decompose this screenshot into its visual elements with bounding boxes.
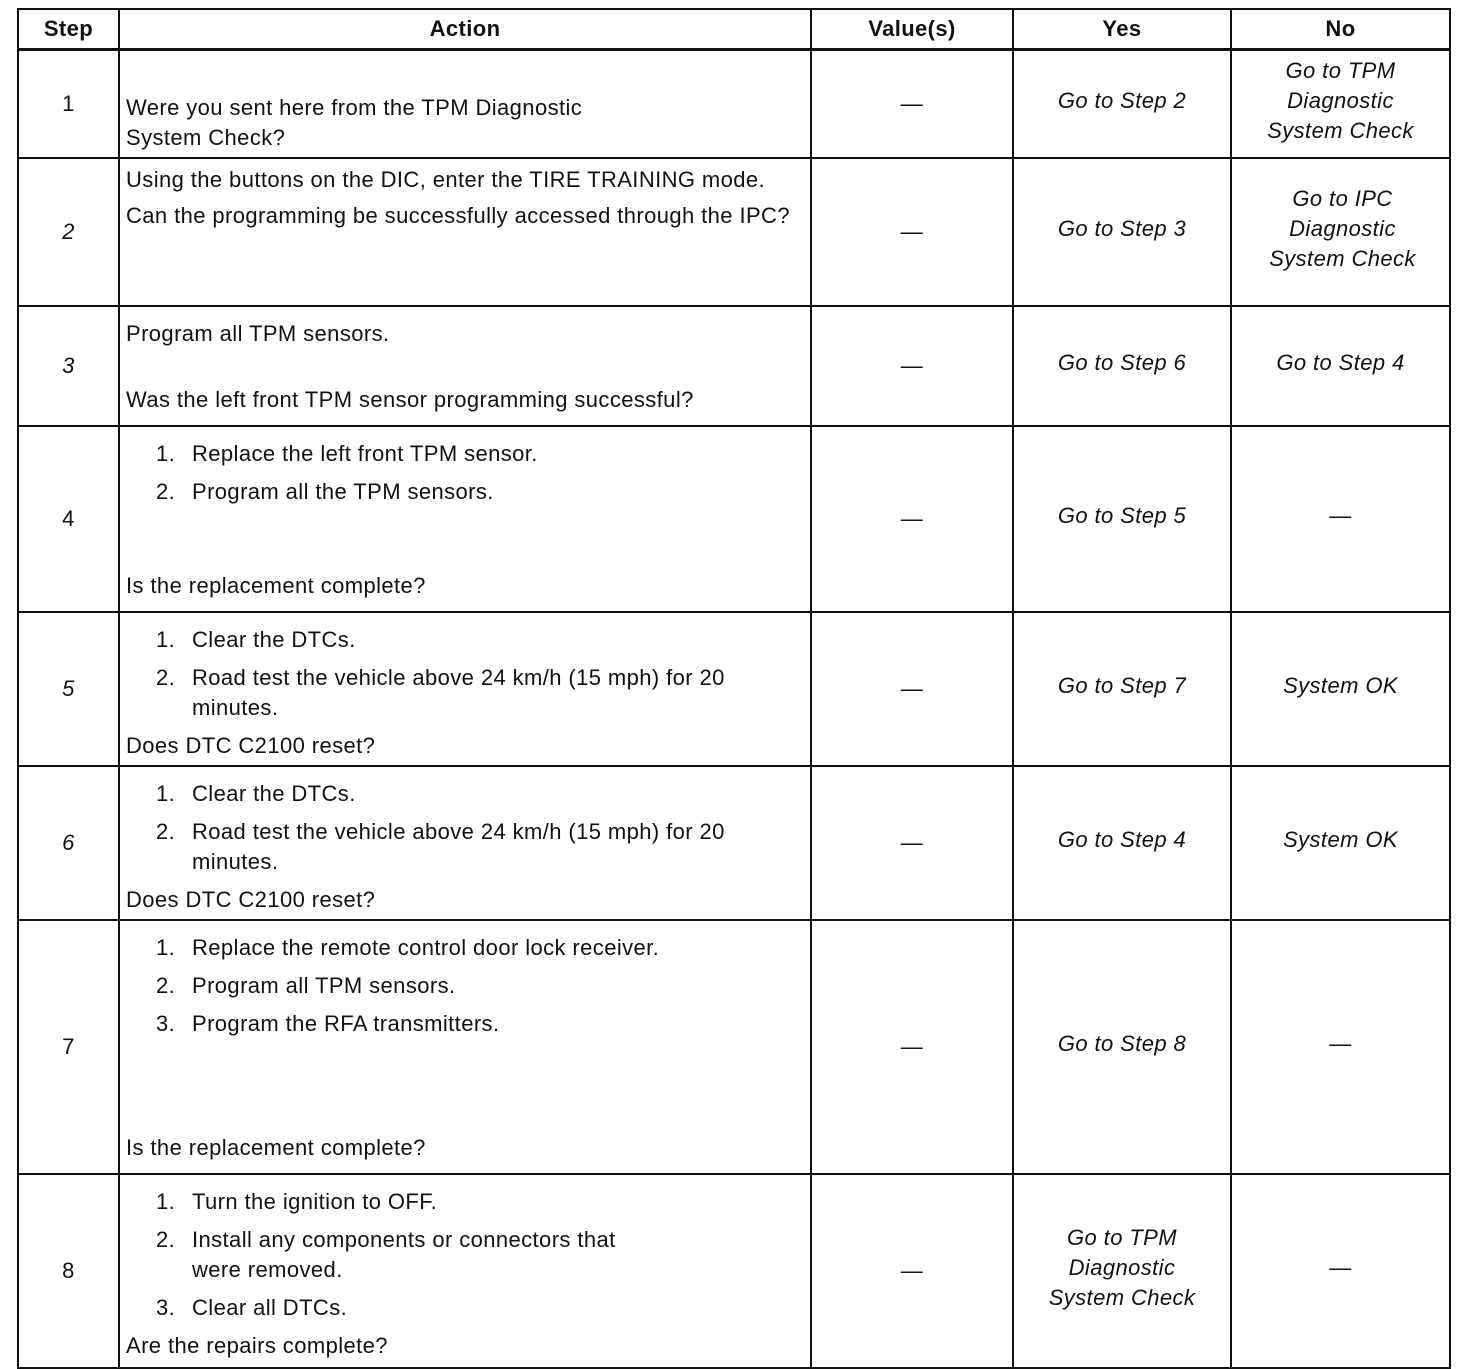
header-yes: Yes	[1013, 9, 1231, 50]
yes-cell: Go to Step 5	[1013, 426, 1231, 612]
action-question: Does DTC C2100 reset?	[126, 733, 376, 758]
no-cell: Go to Step 4	[1231, 306, 1450, 426]
value-cell: —	[811, 612, 1013, 766]
action-steps	[126, 779, 802, 885]
action-step: Program all the TPM sensors.	[192, 479, 494, 504]
action-steps	[126, 933, 802, 1047]
no-cell: System OK	[1231, 612, 1450, 766]
action-step: Turn the ignition to OFF.	[192, 1189, 438, 1214]
action-cell	[119, 426, 811, 612]
header-action: Action	[119, 9, 811, 50]
yes-cell: Go to Step 6	[1013, 306, 1231, 426]
action-step: Road test the vehicle above 24 km/h (15 mph) for 20 minutes.	[192, 819, 725, 874]
action-step: Replace the remote control door lock receiver.	[192, 935, 660, 960]
action-step: Clear all DTCs.	[192, 1295, 348, 1320]
yes-cell: Go to Step 3	[1013, 158, 1231, 306]
step-number: 5	[18, 612, 119, 766]
no-cell: Go to TPM Diagnostic System Check	[1231, 50, 1450, 159]
action-steps	[126, 439, 802, 515]
value-cell: —	[811, 306, 1013, 426]
action-step: Program the RFA transmitters.	[192, 1011, 500, 1036]
action-question: Can the programming be successfully accessed through the IPC?	[126, 203, 790, 228]
value-cell: —	[811, 426, 1013, 612]
header-no: No	[1231, 9, 1450, 50]
header-step: Step	[18, 9, 119, 50]
action-text: Using the buttons on the DIC, enter the TIRE TRAINING mode.	[126, 167, 766, 192]
no-cell: —	[1231, 1174, 1450, 1368]
action-step: Clear the DTCs.	[192, 781, 356, 806]
action-step: Clear the DTCs.	[192, 627, 356, 652]
action-cell	[119, 612, 811, 766]
action-question: Does DTC C2100 reset?	[126, 887, 376, 912]
action-question: Are the repairs complete?	[126, 1333, 388, 1358]
table-row	[18, 766, 1450, 920]
value-cell: —	[811, 1174, 1013, 1368]
action-text: Program all TPM sensors.	[126, 321, 390, 346]
no-cell: —	[1231, 920, 1450, 1174]
value-cell: —	[811, 158, 1013, 306]
action-text: Were you sent here from the TPM Diagnostic System Check?	[126, 95, 583, 150]
table-row	[18, 158, 1450, 306]
no-cell: —	[1231, 426, 1450, 612]
yes-cell: Go to Step 8	[1013, 920, 1231, 1174]
action-cell	[119, 920, 811, 1174]
table-row	[18, 306, 1450, 426]
value-cell: —	[811, 50, 1013, 159]
action-step: Replace the left front TPM sensor.	[192, 441, 538, 466]
table-row	[18, 1174, 1450, 1368]
yes-cell: Go to Step 4	[1013, 766, 1231, 920]
step-number: 3	[18, 306, 119, 426]
action-cell	[119, 158, 811, 306]
value-cell: —	[811, 766, 1013, 920]
header-values: Value(s)	[811, 9, 1013, 50]
action-cell	[119, 1174, 811, 1368]
table-row	[18, 50, 1450, 159]
action-steps	[126, 1187, 802, 1331]
diagnostic-table	[17, 8, 1451, 1369]
table-row	[18, 920, 1450, 1174]
yes-cell: Go to Step 2	[1013, 50, 1231, 159]
step-number: 4	[18, 426, 119, 612]
action-cell	[119, 306, 811, 426]
step-number: 6	[18, 766, 119, 920]
action-step: Program all TPM sensors.	[192, 973, 456, 998]
header-row	[18, 9, 1450, 50]
table-row	[18, 426, 1450, 612]
step-number: 2	[18, 158, 119, 306]
action-question: Was the left front TPM sensor programming successful?	[126, 387, 694, 412]
action-question: Is the replacement complete?	[126, 1135, 426, 1160]
action-step: Road test the vehicle above 24 km/h (15 mph) for 20 minutes.	[192, 665, 725, 720]
action-cell	[119, 766, 811, 920]
no-cell: System OK	[1231, 766, 1450, 920]
action-cell	[119, 50, 811, 159]
yes-cell: Go to TPM Diagnostic System Check	[1013, 1174, 1231, 1368]
value-cell: —	[811, 920, 1013, 1174]
yes-cell: Go to Step 7	[1013, 612, 1231, 766]
step-number: 7	[18, 920, 119, 1174]
table-row	[18, 612, 1450, 766]
no-cell: Go to IPC Diagnostic System Check	[1231, 158, 1450, 306]
action-step: Install any components or connectors that were removed.	[192, 1227, 616, 1282]
step-number: 8	[18, 1174, 119, 1368]
action-question: Is the replacement complete?	[126, 573, 426, 598]
action-steps	[126, 625, 802, 731]
step-number: 1	[18, 50, 119, 159]
